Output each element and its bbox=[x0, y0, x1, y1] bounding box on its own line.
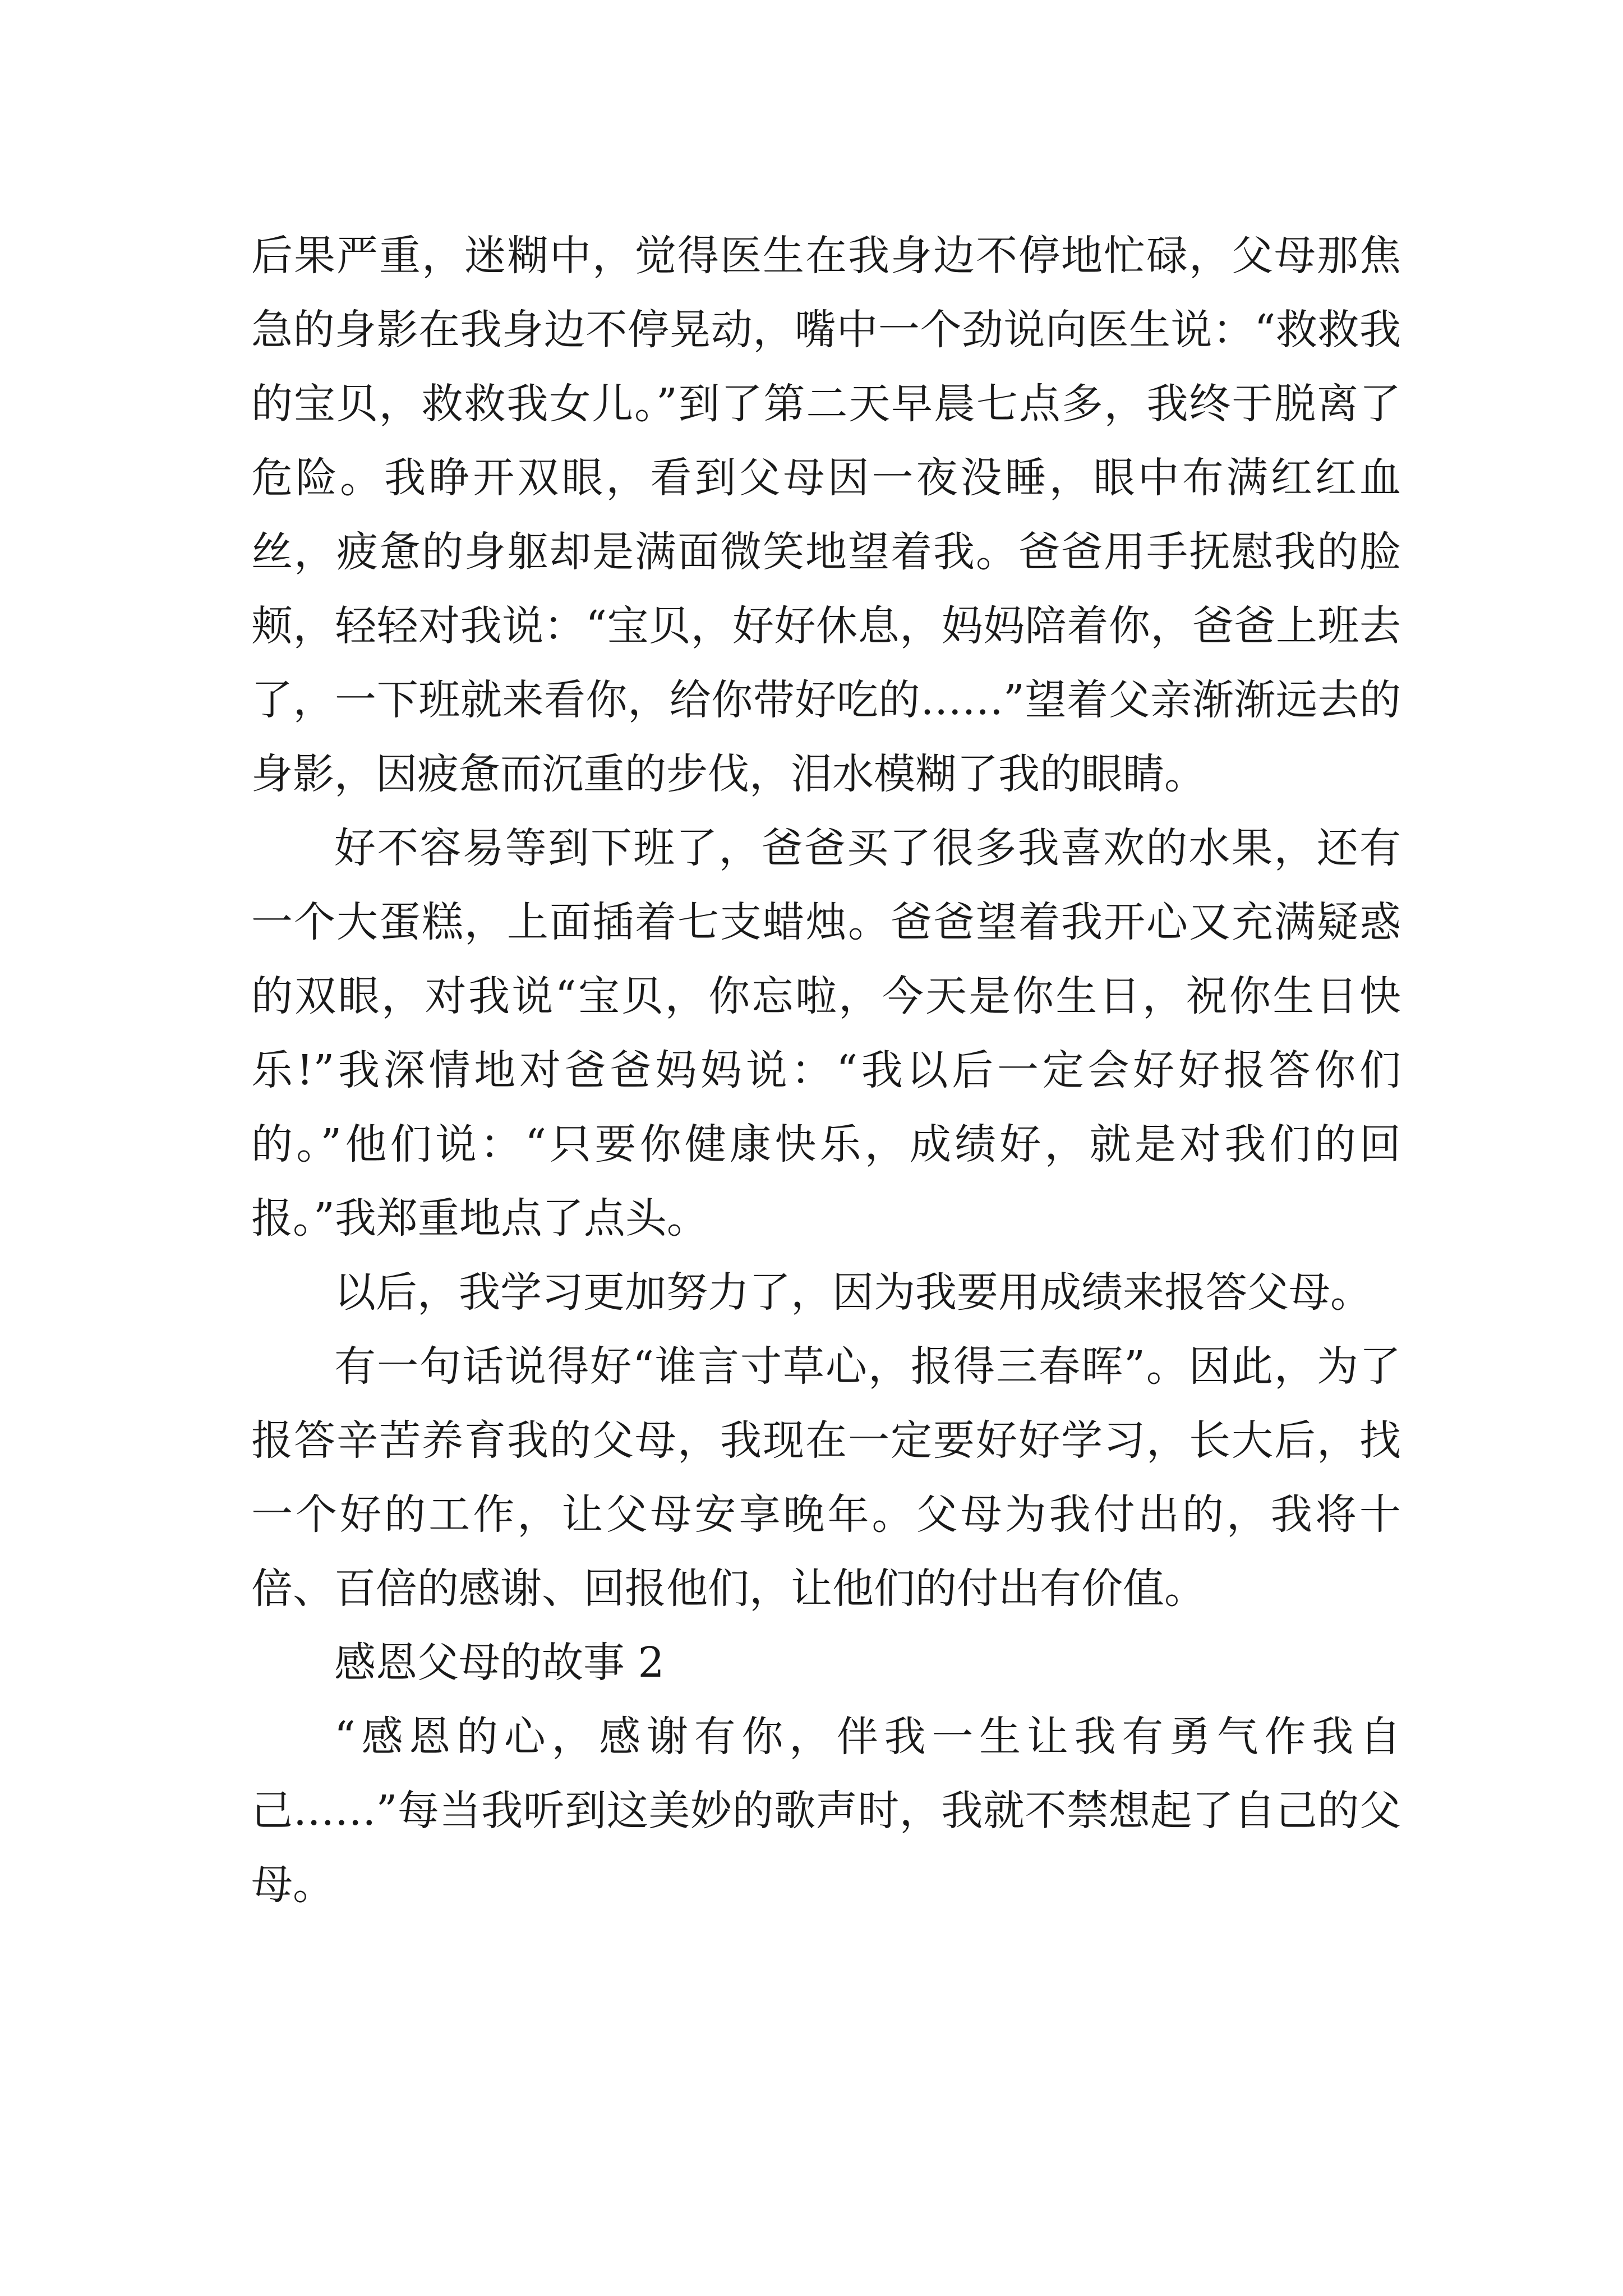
paragraph-4: 有一句话说得好“谁言寸草心，报得三春晖”。因此，为了报答辛苦养育我的父母，我现在一定要好好学习，长大后，找一个好的工作，让父母安享晚年。父母为我付出的，我将十倍、百倍的感谢、回报他们，让他们的付出有价值。 bbox=[251, 1342, 1401, 1613]
paragraph-5: “感恩的心，感谢有你，伴我一生让我有勇气作我自己……”每当我听到这美妙的歌声时，我就不禁想起了自己的父母。 bbox=[251, 1713, 1401, 1909]
paragraph-3: 以后，我学习更加努力了，因为我要用成绩来报答父母。 bbox=[334, 1268, 1372, 1317]
paragraph-1: 后果严重，迷糊中，觉得医生在我身边不停地忙碌，父母那焦急的身影在我身边不停晃动，嘴中一个劲说向医生说：“救救我的宝贝，救救我女儿。”到了第二天早晨七点多，我终于脱离了危险。我睁开双眼，看到父母因一夜没睡，眼中布满红红血丝，疲惫的身躯却是满面微笑地望着我。爸爸用手抚慰我的脸颊，轻轻对我说：“宝贝，好好休息，妈妈陪着你，爸爸上班去了，一下班就来看你，给你带好吃的……”望着父亲渐渐远去的身影，因疲惫而沉重的步伐，泪水模糊了我的眼睛。 bbox=[251, 232, 1401, 798]
section-heading: 感恩父母的故事 2 bbox=[334, 1639, 665, 1687]
paragraph-2: 好不容易等到下班了，爸爸买了很多我喜欢的水果，还有一个大蛋糕，上面插着七支蜡烛。爸爸望着我开心又充满疑惑的双眼，对我说“宝贝，你忘啦，今天是你生日，祝你生日快乐!”我深情地对爸爸妈妈说：“我以后一定会好好报答你们的。”他们说：“只要你健康快乐，成绩好，就是对我们的回报。”我郑重地点了点头。 bbox=[251, 824, 1401, 1243]
document-body bbox=[251, 219, 1401, 1922]
